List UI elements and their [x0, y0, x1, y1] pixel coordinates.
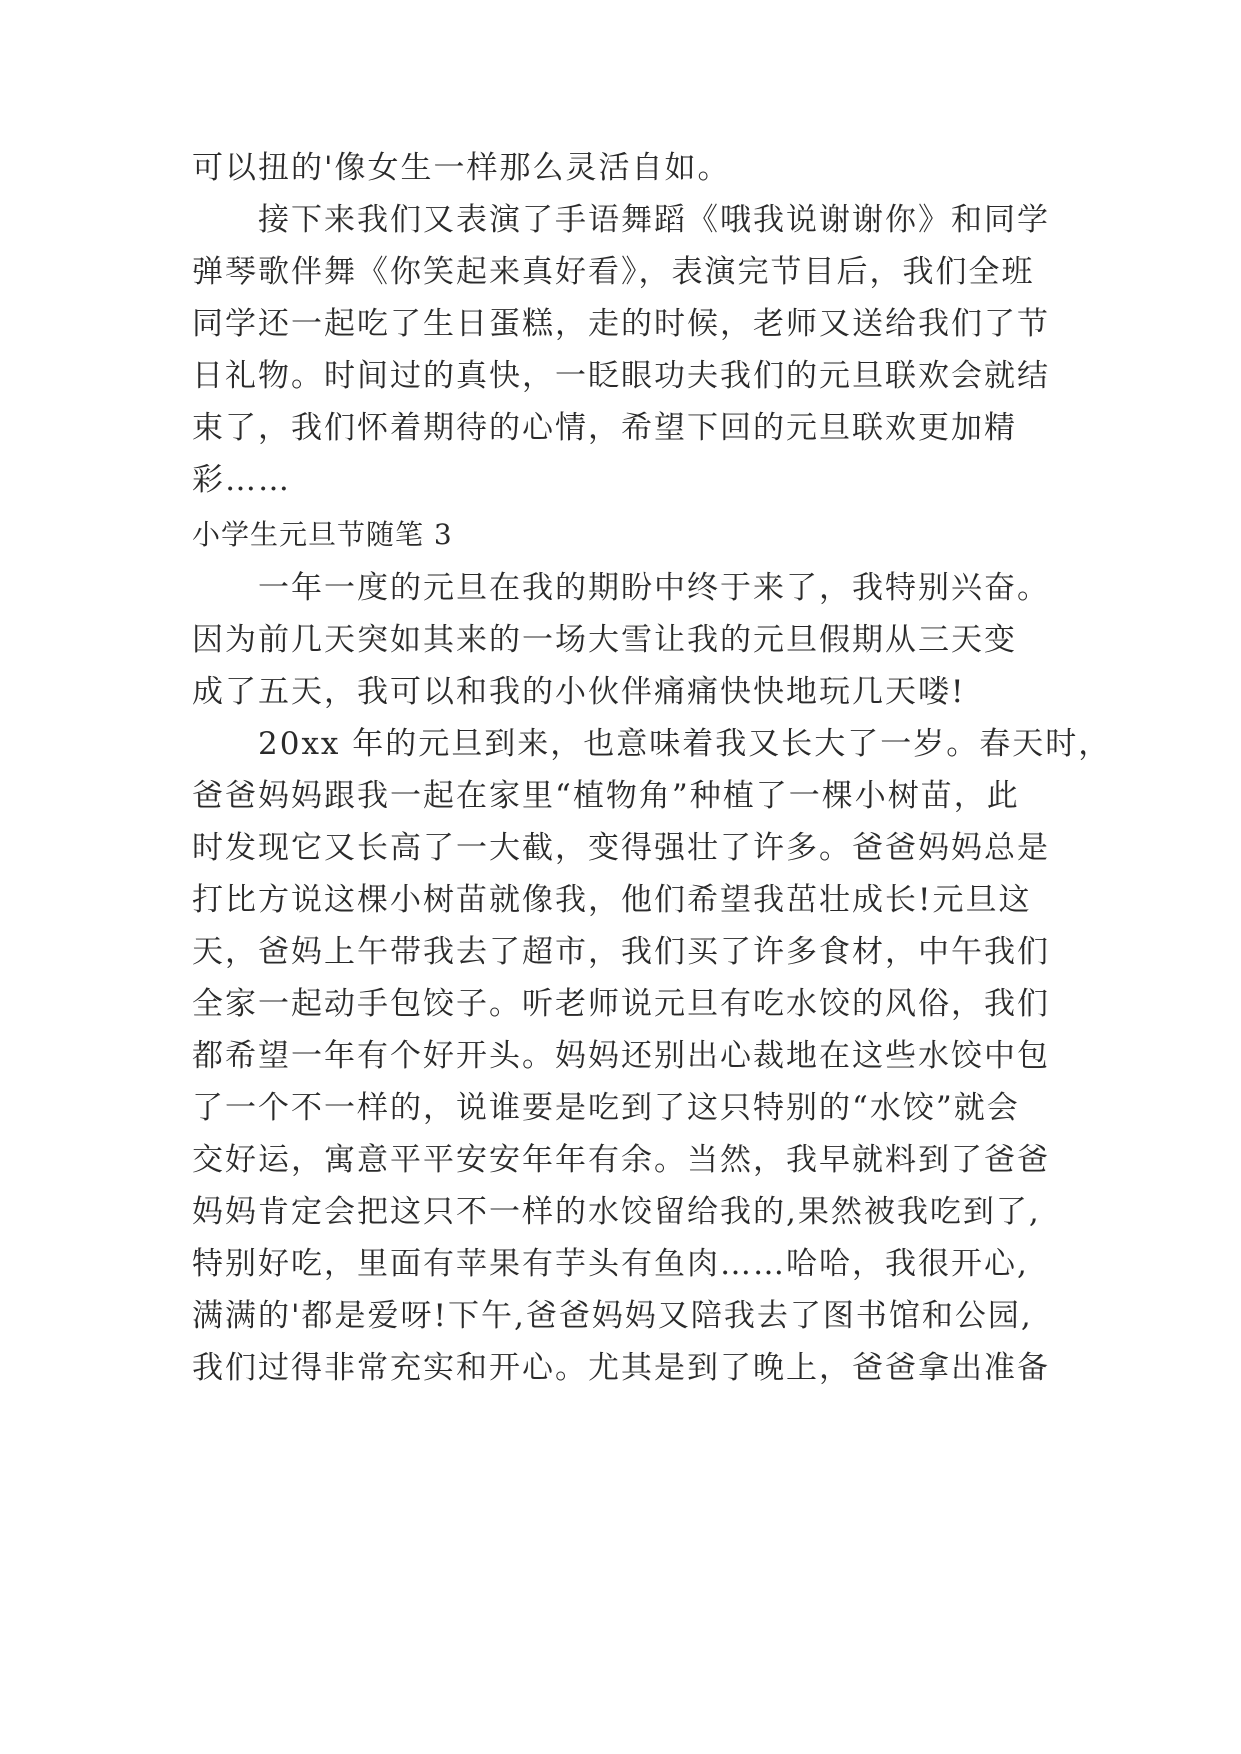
text-line: 成了五天，我可以和我的小伙伴痛痛快快地玩几天喽!	[192, 674, 966, 710]
text-line: 日礼物。时间过的真快，一眨眼功夫我们的元旦联欢会就结	[192, 358, 1050, 394]
text-line: 天，爸妈上午带我去了超市，我们买了许多食材，中午我们	[192, 934, 1050, 970]
text-line: 满满的'都是爱呀!下午,爸爸妈妈又陪我去了图书馆和公园,	[192, 1298, 1033, 1334]
text-line: 同学还一起吃了生日蛋糕，走的时候，老师又送给我们了节	[192, 306, 1050, 342]
text-line: 交好运，寓意平平安安年年有余。当然，我早就料到了爸爸	[192, 1142, 1050, 1178]
text-line: 彩……	[192, 462, 291, 498]
text-line: 了一个不一样的，说谁要是吃到了这只特别的“水饺”就会	[192, 1090, 1020, 1126]
text-line: 可以扭的'像女生一样那么灵活自如。	[192, 150, 731, 186]
text-line: 弹琴歌伴舞《你笑起来真好看》，表演完节目后，我们全班	[192, 254, 1035, 290]
text-line: 妈妈肯定会把这只不一样的水饺留给我的,果然被我吃到了,	[192, 1194, 1041, 1230]
text-line: 特别好吃，里面有苹果有芋头有鱼肉……哈哈，我很开心,	[192, 1246, 1029, 1282]
text-line: 接下来我们又表演了手语舞蹈《哦我说谢谢你》和同学	[258, 202, 1050, 238]
text-line: 20xx 年的元旦到来，也意味着我又长大了一岁。春天时，	[258, 726, 1112, 762]
text-line: 我们过得非常充实和开心。尤其是到了晚上，爸爸拿出准备	[192, 1350, 1050, 1386]
text-line: 一年一度的元旦在我的期盼中终于来了，我特别兴奋。	[258, 570, 1050, 606]
text-line: 束了，我们怀着期待的心情，希望下回的元旦联欢更加精	[192, 410, 1017, 446]
section-heading: 小学生元旦节随笔 3	[192, 518, 453, 551]
text-line: 打比方说这棵小树苗就像我，他们希望我茁壮成长!元旦这	[192, 882, 1032, 918]
text-line: 都希望一年有个好开头。妈妈还别出心裁地在这些水饺中包	[192, 1038, 1050, 1074]
text-line: 全家一起动手包饺子。听老师说元旦有吃水饺的风俗，我们	[192, 986, 1050, 1022]
text-line: 爸爸妈妈跟我一起在家里“植物角”种植了一棵小树苗，此	[192, 778, 1020, 814]
text-line: 因为前几天突如其来的一场大雪让我的元旦假期从三天变	[192, 622, 1017, 658]
text-line: 时发现它又长高了一大截，变得强壮了许多。爸爸妈妈总是	[192, 830, 1050, 866]
